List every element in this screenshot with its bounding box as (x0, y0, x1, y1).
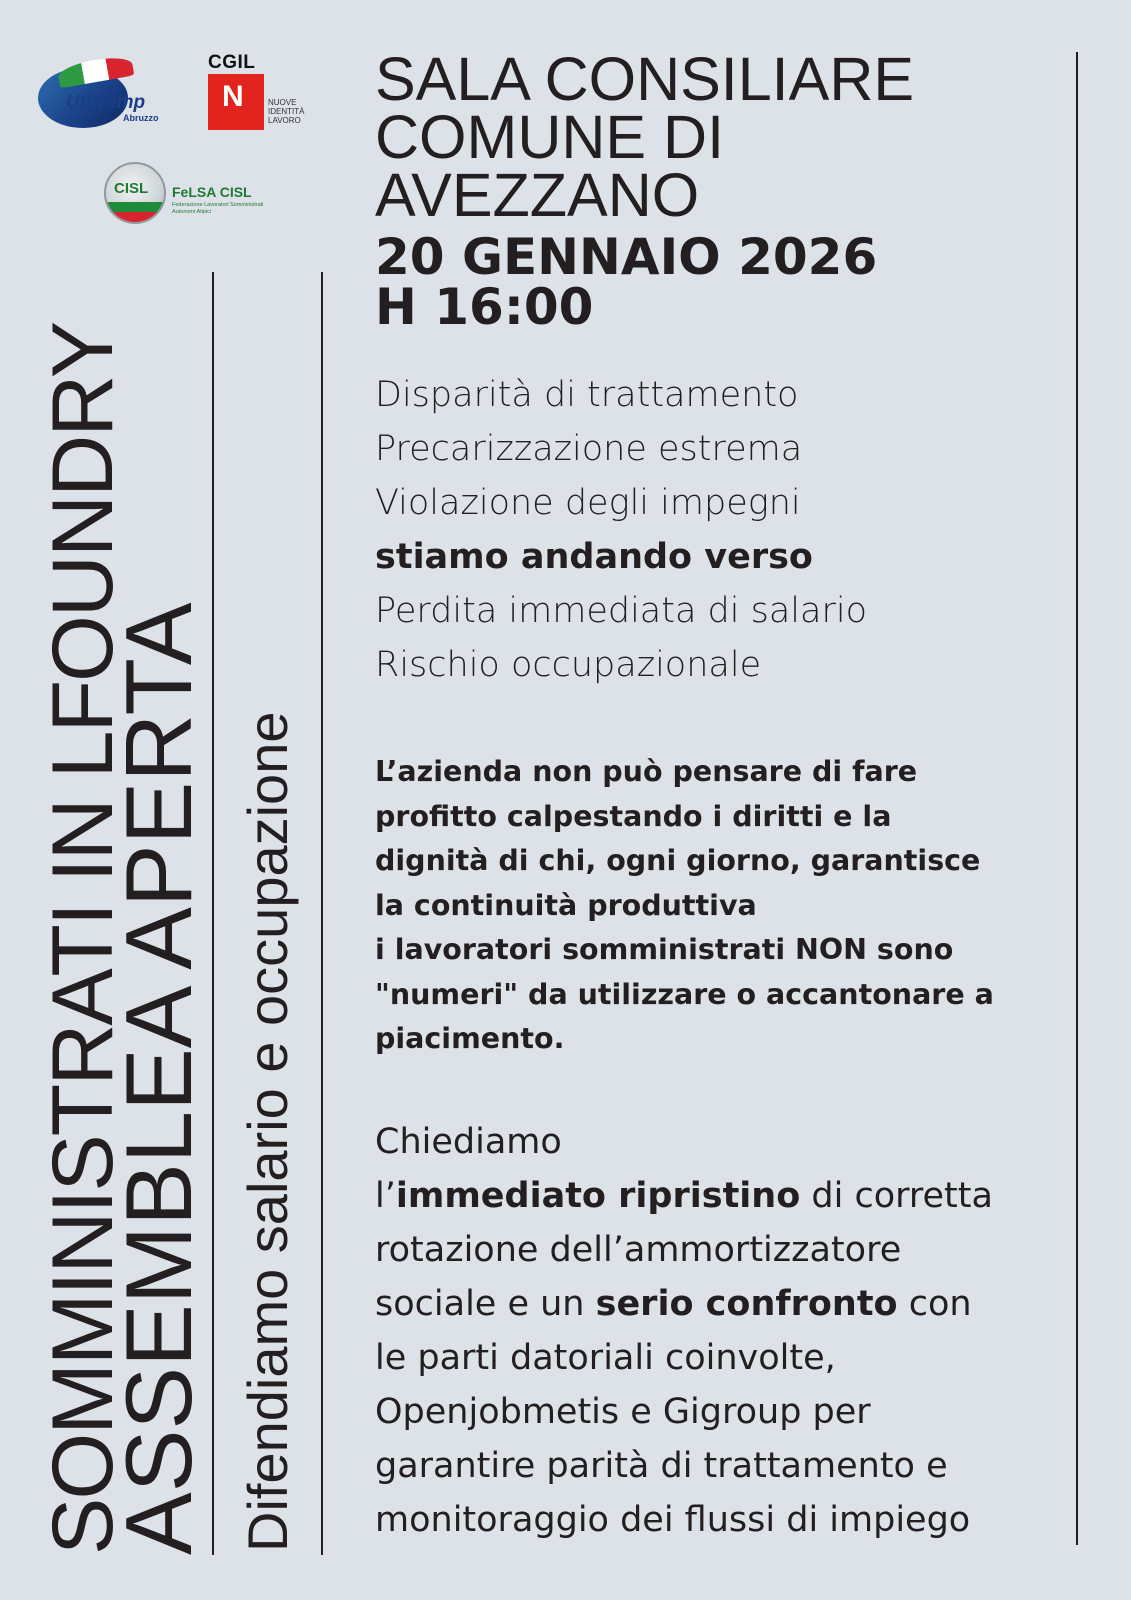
issues-list (375, 368, 867, 692)
list-item: Precarizzazione estrema (375, 429, 803, 469)
issues-heading: stiamo andando verso (375, 537, 813, 577)
list-item: Disparità di trattamento (375, 375, 799, 415)
event-time: H 16:00 (375, 278, 594, 336)
venue: SALA CONSILIARE COMUNE DI AVEZZANO (375, 45, 915, 229)
list-item: Violazione degli impegni (375, 483, 801, 523)
event-date: 20 GENNAIO 2026 (375, 228, 878, 286)
list-item: Rischio occupazionale (375, 645, 762, 685)
list-item: Perdita immediata di salario (375, 591, 867, 631)
statement: L’azienda non può pensare di fare profitto calpestando i diritti e la dignità di chi, ogni giorno, garantisce la continuità produttiva i lavoratori somministrati NON sono "numeri" da utilizzare o accantonare a piacimento. (375, 755, 994, 1055)
divider-line (212, 272, 214, 1555)
divider-line (1076, 52, 1078, 1545)
vertical-title-somministrati: SOMMINISTRATI IN LFOUNDRY (35, 322, 131, 1555)
vertical-subtitle: Difendiamo salario e occupazione (236, 711, 299, 1552)
union-logos: UILTemp Abruzzo CGIL N NUOVE IDENTITÀ LAVORO CISL FeLSA CISL Federazione Lavoratori Somministrati Autonomi Atipici (30, 50, 330, 240)
event-datetime (375, 228, 878, 336)
divider-line (321, 272, 323, 1555)
cgil-logo: CGIL N NUOVE IDENTITÀ LAVORO (208, 52, 255, 74)
vertical-title-assemblea: ASSEMBLEA APERTA (106, 602, 211, 1555)
demands: Chiediamo l’immediato ripristino di corretta rotazione dell’ammortizzatore sociale e un serio confronto con le parti datoriali coinvolte, Openjobmetis e Gigroup per garantire parità di trattamento e monitoraggio dei flussi di impiego (375, 1122, 993, 1540)
